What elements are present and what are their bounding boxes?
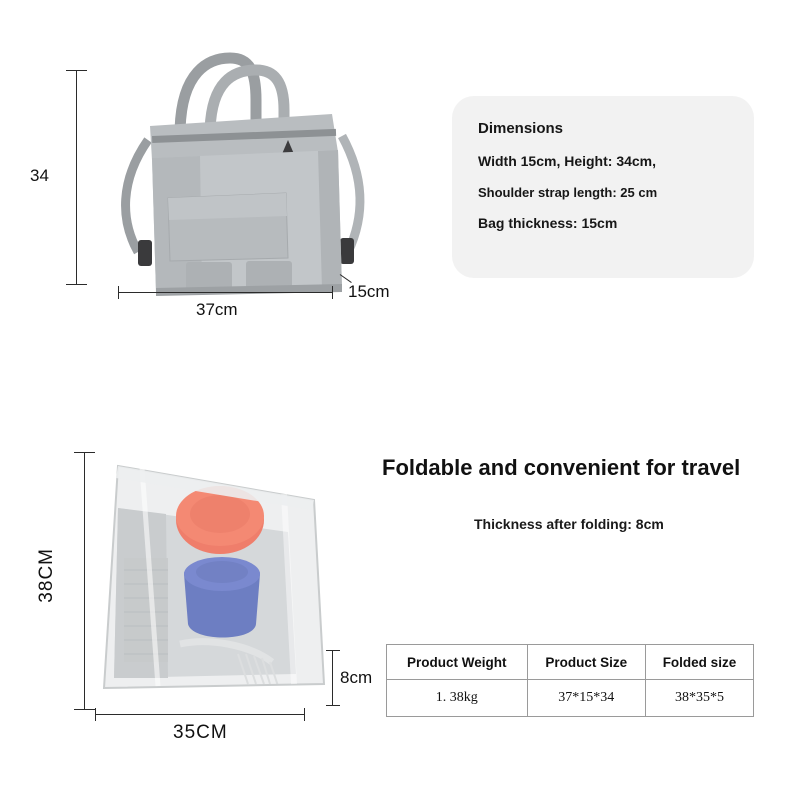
dimensions-card-line-1: Width 15cm, Height: 34cm, — [478, 153, 657, 169]
folding-thickness-note: Thickness after folding: 8cm — [474, 516, 664, 532]
spec-table — [386, 644, 754, 717]
top-height-label: 34 — [30, 166, 49, 185]
folded-height-label: 38CM — [36, 548, 57, 603]
folded-bag-in-clear-bag-photo — [88, 448, 338, 710]
folded-width-measure — [95, 708, 310, 750]
top-height-measure — [18, 70, 78, 285]
folded-thickness-label: 8cm — [340, 668, 373, 687]
table-cell-folded-size: 38*35*5 — [645, 680, 753, 717]
dimensions-card-title: Dimensions — [478, 120, 564, 137]
dimensions-card-line-3: Bag thickness: 15cm — [478, 214, 618, 231]
table-header-cell: Product Size — [527, 645, 645, 680]
table-cell-product-size: 37*15*34 — [527, 680, 645, 717]
table-cell-product-weight: 1. 38kg — [387, 680, 528, 717]
dimensions-info-card — [452, 96, 754, 278]
top-width-measure — [118, 286, 333, 326]
foldable-headline: Foldable and convenient for travel — [382, 455, 741, 480]
folded-height-measure — [36, 452, 92, 710]
folded-width-label: 35CM — [173, 722, 228, 743]
table-header-row — [387, 645, 754, 680]
table-row — [387, 680, 754, 717]
table-header-cell: Product Weight — [387, 645, 528, 680]
top-depth-label: 15cm — [348, 282, 390, 301]
top-width-label: 37cm — [196, 300, 238, 319]
dimensions-card-line-2: Shoulder strap length: 25 cm — [478, 184, 658, 200]
table-header-cell: Folded size — [645, 645, 753, 680]
top-depth-measure — [336, 272, 406, 312]
